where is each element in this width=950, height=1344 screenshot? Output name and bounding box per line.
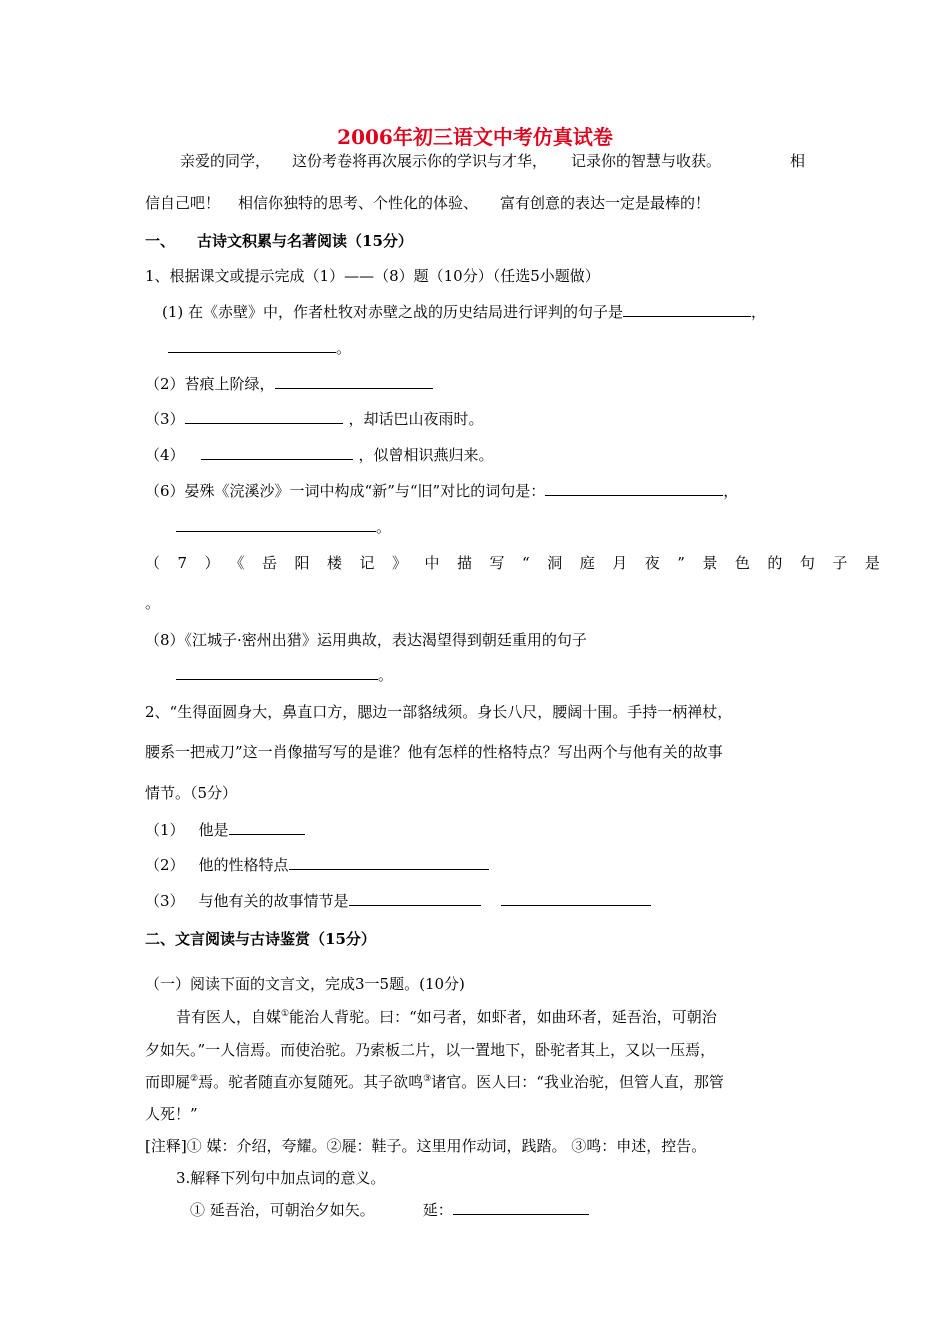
q2-2-num: （2）	[145, 856, 185, 874]
answer-blank[interactable]	[501, 891, 651, 906]
section1-heading-num: 一、	[145, 232, 176, 250]
answer-blank[interactable]	[289, 855, 489, 870]
passage-line-3	[145, 1072, 724, 1092]
answer-blank[interactable]	[453, 1200, 589, 1215]
q1-stem: 1、根据课文或提示完成（1）——（8）题（10分）（任选5小题做）	[145, 267, 600, 285]
answer-blank[interactable]	[176, 665, 378, 680]
answer-blank[interactable]	[229, 820, 305, 835]
q2-2-text: 他的性格特点	[198, 856, 289, 874]
answer-blank[interactable]	[168, 338, 336, 353]
q2-3	[145, 891, 651, 911]
passage-line-1b: 能治人背驼。曰：“如弓者，如虾者，如曲环者，延吾治，可朝治	[289, 1008, 717, 1026]
q1-7-period: 。	[145, 594, 161, 612]
q1-6-comma: ，	[723, 482, 739, 500]
intro-line-2	[145, 193, 710, 213]
passage-line-3a: 而即屣	[145, 1073, 191, 1091]
q1-6-period: 。	[376, 518, 392, 536]
q2-line-3: 情节。（5分）	[145, 784, 238, 802]
q1-1-line-2	[168, 338, 351, 358]
answer-blank[interactable]	[623, 302, 751, 317]
q1-7: （7）《岳阳楼记》中描写“洞庭月夜”景色的句子是	[145, 554, 898, 572]
q1-3	[145, 409, 484, 429]
passage-line-1	[176, 1007, 717, 1027]
q1-4-num: （4）	[145, 446, 185, 464]
q2-line-1: 2、“生得面圆身大，鼻直口方，腮边一部貉绒须。身长八尺，腰阔十围。手持一柄禅杖，	[145, 703, 733, 721]
intro-line-1	[180, 151, 721, 171]
q1-8-line-2	[176, 665, 393, 685]
q2-1	[145, 820, 305, 840]
annotation: [注释]① 媒：介绍，夸耀。②屣：鞋子。这里用作动词，践踏。 ③鸣：申述，控告。	[145, 1137, 707, 1155]
intro-part-2: 这份考卷将再次展示你的学识与才华，	[292, 152, 548, 170]
intro-line-2c: 富有创意的表达一定是最棒的！	[500, 194, 711, 212]
q1-6-line-2	[176, 517, 391, 537]
q3-1-label: 延：	[422, 1201, 453, 1219]
section1-heading-text: 古诗文积累与名著阅读（15分）	[197, 232, 413, 250]
answer-blank[interactable]	[185, 409, 343, 424]
intro-part-4: 相	[790, 152, 806, 170]
q2-line-2: 腰系一把戒刀”这一肖像描写写的是谁？他有怎样的性格特点？写出两个与他有关的故事	[145, 743, 723, 761]
note-marker-1: ①	[281, 1009, 290, 1019]
section1-heading	[145, 231, 413, 251]
q1-2	[145, 374, 433, 394]
q1-3-tail: ，却话巴山夜雨时。	[348, 410, 484, 428]
answer-blank[interactable]	[545, 481, 723, 496]
section2-heading: 二、文言阅读与古诗鉴赏（15分）	[145, 930, 376, 948]
answer-blank[interactable]	[176, 517, 376, 532]
q1-2-text: （2）苔痕上阶绿，	[145, 375, 275, 393]
intro-line-2a: 信自己吧！	[145, 194, 221, 212]
q2-1-text: 他是	[198, 821, 229, 839]
q1-6-text: （6）晏殊《浣溪沙》一词中构成“新”与“旧”对比的词句是：	[145, 482, 546, 500]
q2-1-num: （1）	[145, 821, 185, 839]
q1-8-period: 。	[378, 666, 394, 684]
q1-4	[145, 445, 494, 465]
intro-part-3: 记录你的智慧与收获。	[571, 152, 722, 170]
q1-3-num: （3）	[145, 410, 185, 428]
answer-blank[interactable]	[349, 891, 481, 906]
q1-6	[145, 481, 738, 501]
answer-blank[interactable]	[275, 374, 433, 389]
section2-sub-1: （一）阅读下面的文言文，完成3一5题。(10分)	[145, 975, 465, 993]
intro-part-1: 亲爱的同学，	[180, 152, 271, 170]
answer-blank[interactable]	[201, 445, 353, 460]
intro-line-2b: 相信你独特的思考、个性化的体验、	[238, 194, 479, 212]
q2-3-text: 与他有关的故事情节是	[198, 892, 349, 910]
q2-3-num: （3）	[145, 892, 185, 910]
q1-1-period: 。	[336, 339, 352, 357]
q1-4-tail: ，似曾相识燕归来。	[358, 446, 494, 464]
q1-8: （8）《江城子·密州出猎》运用典故，表达渴望得到朝廷重用的句子	[145, 631, 587, 649]
q3-1	[190, 1200, 589, 1220]
page-title: 2006年初三语文中考仿真试卷	[337, 125, 613, 149]
passage-line-3b: 焉。驼者随直亦复随死。其子欲鸣	[198, 1073, 424, 1091]
q3-stem: 3.解释下列句中加点词的意义。	[176, 1169, 386, 1187]
passage-line-4: 人死！”	[145, 1105, 198, 1123]
q3-1-text: ① 延吾治，可朝治夕如矢。	[190, 1201, 375, 1219]
passage-line-3c: 诸官。医人曰：“我业治驼，但管人直，那管	[431, 1073, 724, 1091]
note-marker-2: ②	[190, 1074, 199, 1084]
q1-1	[162, 302, 766, 322]
note-marker-3: ③	[423, 1074, 432, 1084]
passage-line-1a: 昔有医人，自媒	[176, 1008, 282, 1026]
q1-1-comma: ，	[751, 303, 767, 321]
q1-1-text: (1) 在《赤壁》中，作者杜牧对赤壁之战的历史结局进行评判的句子是	[162, 303, 624, 321]
passage-line-2: 夕如矢。”一人信焉。而使治驼。乃索板二片，以一置地下，卧驼者其上，又以一压焉，	[145, 1041, 716, 1059]
q2-2	[145, 855, 489, 875]
